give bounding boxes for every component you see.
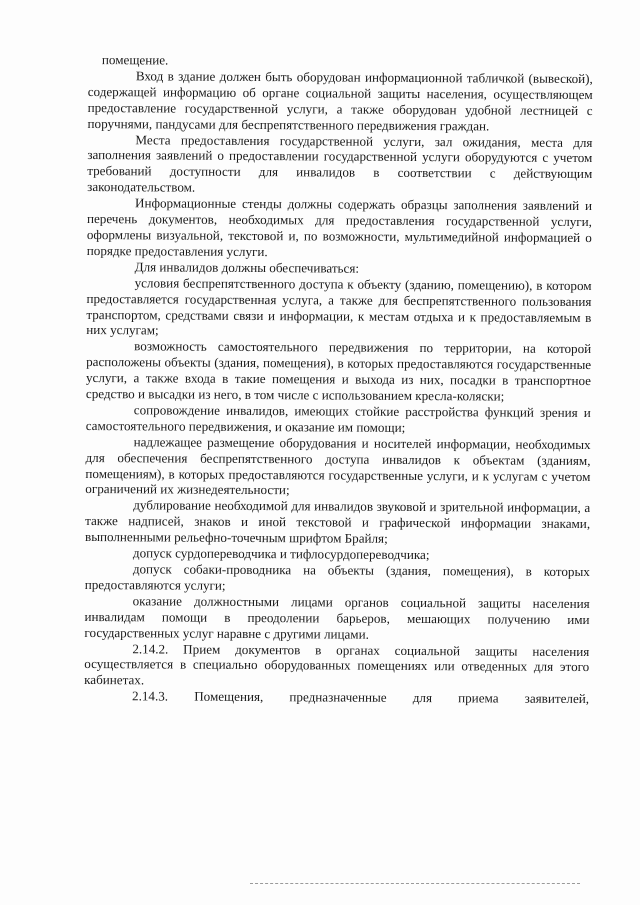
paragraph-info-stands: Информационные стенды должны содержать образцы заполнения заявлений и перечень документов, необходимых для предоставления государственной услуги, оформлены визуальной, текстовой и, по возможности, мультимедийной информацией о порядке предоставления услуги. [86, 195, 593, 259]
list-item-sign-interpreter: допуск сурдопереводчика и тифлосурдопереводчика; [132, 545, 430, 563]
list-item-braille-duplication: дублирование необходимой для инвалидов звуковой и зрительной информации, а также надписей, знаков и иной текстовой и графической информации знаками, выполненными рельефно-точечным шрифтом Брайля; [84, 497, 591, 547]
paragraph-continuation: помещение. [101, 52, 169, 68]
scan-edge-line [250, 883, 580, 884]
list-item-escort: сопровождение инвалидов, имеющих стойкие расстройства функций зрения и самостоятельного передвижения, и оказание им помощи; [85, 402, 591, 435]
list-item-guide-dog: допуск собаки-проводника на объекты (здания, помещения), в которых предоставляются услуги; [84, 561, 590, 593]
paragraph-2-14-3: 2.14.3. Помещения, предназначенные для приема заявителей, [132, 688, 590, 707]
paragraph-service-places: Места предоставления государственной услуги, зал ожидания, места для заполнения заявлений о предоставлении государственной услуги оборудуются с учетом требований доступности для инвалидов в соответствии с действующим законодательством. [87, 131, 593, 195]
paragraph-disabled-heading: Для инвалидов должны обеспечиваться: [134, 259, 360, 276]
list-item-staff-assistance: оказание должностными лицами органов социальной защиты населения инвалидам помощи в преодолении барьеров, мешающих получению ими государственных услуг наравне с другими лицами. [84, 593, 590, 642]
list-item-independent-movement: возможность самостоятельного передвижения по территории, на которой расположены объекты (здания, помещения), в которых предоставляются государственные услуги, а также входа в такие помещения и выхода из них, посадки в транспортное средство и высадки из него, в том числе с использованием кресла-коляски; [85, 338, 592, 404]
paragraph-entrance: Вход в здание должен быть оборудован информационной табличкой (вывеской), содержащей информацию об органе социальной защиты населения, осуществляющем предоставление государственной услуги, а также оборудован удобной лестницей с поручнями, пандусами для беспрепятственного передвижения граждан. [87, 68, 593, 134]
paragraph-2-14-2: 2.14.2. Прием документов в органах социальной защиты населения осуществляется в специально оборудованных помещениях или отведенных для этого кабинетах. [84, 640, 590, 688]
list-item-equipment-placement: надлежащее размещение оборудования и носителей информации, необходимых для обеспечения беспрепятственного доступа инвалидов к объектам (зданиям, помещениям), в которых предоставляются государственные услуги, и к услугам с учетом ограничений их жизнедеятельности; [85, 434, 591, 498]
document-body [84, 52, 593, 707]
list-item-access-conditions: условия беспрепятственного доступа к объекту (зданию, помещению), в котором предоставляется государственная услуга, а также для беспрепятственного пользования транспортом, средствами связи и информации, к местам отдыха и к предоставляемым в них услугам; [86, 274, 592, 338]
